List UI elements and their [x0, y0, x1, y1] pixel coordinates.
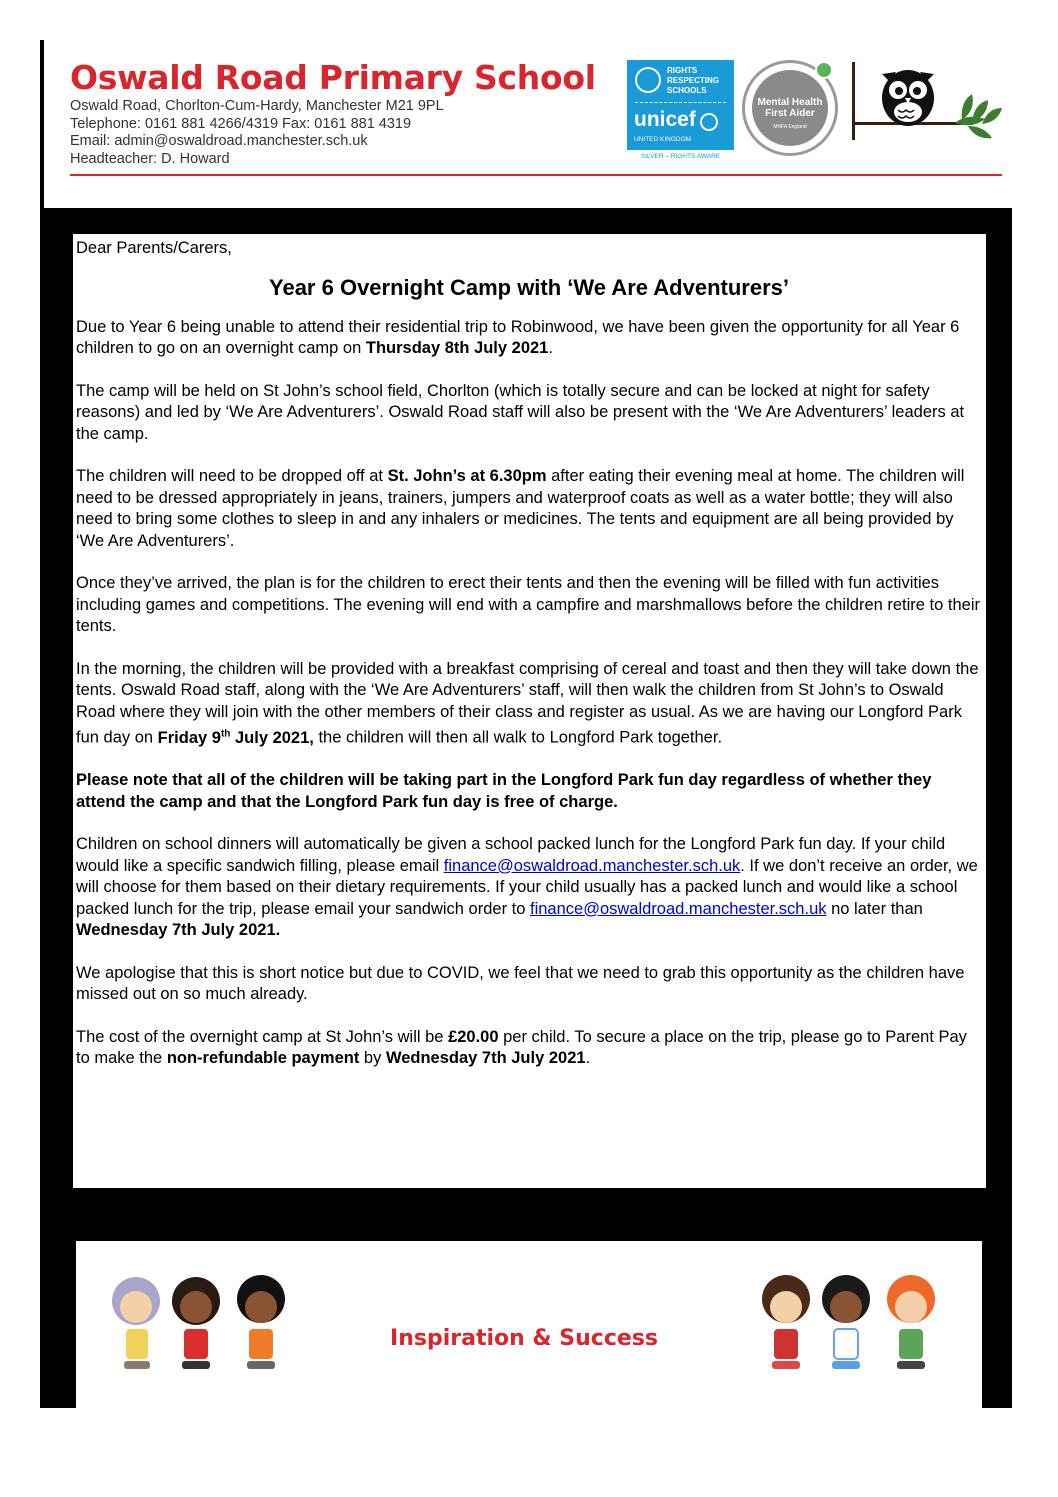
school-telephone: Telephone: 0161 881 4266/4319 Fax: 0161 881 4319 — [70, 115, 412, 132]
paragraph-intro: Due to Year 6 being unable to attend their residential trip to Robinwood, we have been given the opportunity for all Year 6 children to go on an overnight camp on Thursday 8th July 2021. — [76, 317, 960, 357]
paragraph-morning: In the morning, the children will be provided with a breakfast comprising of cereal and toast and then they will take down the tents. Oswald Road staff, along with the ‘We Are Adventurers’ staff, will then walk the children from St John’s to Oswald Road where they will join with the other members of their class and register as usual. As we are having our Longford Park fun day on Friday 9th July 2021, the children will then all walk to Longford Park together. — [76, 659, 979, 747]
school-address: Oswald Road, Chorlton-Cum-Hardy, Manchester M21 9PL — [70, 98, 444, 114]
unicef-wordmark: unicef — [634, 108, 696, 131]
leaf-icon — [815, 61, 833, 79]
footer-banner — [76, 1241, 982, 1408]
headteacher: Headteacher: D. Howard — [70, 150, 230, 167]
badge-divider — [635, 102, 726, 103]
header-divider — [70, 174, 1002, 176]
finance-email-link[interactable]: finance@oswaldroad.manchester.sch.uk — [443, 856, 741, 875]
paragraph-apology: We apologise that this is short notice but due to COVID, we feel that we need to grab this opportunity as the children have missed out on so much already. — [76, 963, 965, 1003]
children-illustration-left — [96, 1261, 316, 1386]
mental-health-first-aider-badge — [742, 60, 838, 156]
unicef-country: UNITED KINGDOM — [634, 136, 692, 143]
paragraph-note: Please note that all of the children will be taking part in the Longford Park fun day regardless of whether they attend the camp and that the Longford Park fun day is free of charge. — [76, 771, 932, 811]
school-name: Oswald Road Primary School — [70, 58, 596, 97]
fun-day-date: Friday 9th July 2021, — [157, 728, 314, 747]
camp-date: Thursday 8th July 2021 — [365, 339, 549, 357]
paragraph-packed-lunch: Children on school dinners will automatically be given a school packed lunch for the Longford Park fun day. If your child would like a specific sandwich filling, please email finance@oswaldroad.manchester.sch.uk. If we don’t receive an order, we will choose for them based on their dietary requirements. If your child usually has a packed lunch and would like a school packed lunch for the trip, please email your sandwich order to finance@oswaldroad.manchester.sch.uk no later than Wednesday 7th July 2021. — [76, 835, 978, 939]
paragraph-evening: Once they’ve arrived, the plan is for the children to erect their tents and then the evening will be filled with fun activities including games and competitions. The evening will end with a campfire and marshmallows before the children retire to their tents. — [76, 574, 980, 635]
mhfa-inner-circle — [752, 70, 828, 146]
school-motto: Inspiration & Success — [390, 1326, 658, 1351]
unicef-level: SILVER – RIGHTS AWARE — [627, 150, 734, 164]
mhfa-title: Mental Health First Aider — [757, 97, 823, 119]
payment-deadline: Wednesday 7th July 2021 — [385, 1049, 586, 1067]
people-globe-icon — [635, 67, 661, 93]
paragraph-cost: The cost of the overnight camp at St John’s will be £20.00 per child. To secure a place on the trip, please go to Parent Pay to make the non-refundable payment by Wednesday 7th July 2021. — [76, 1027, 967, 1067]
order-deadline: Wednesday 7th July 2021. — [76, 921, 281, 939]
paragraph-location: The camp will be held on St John’s school field, Chorlton (which is totally secure and can be locked at night for safety reasons) and led by ‘We Are Adventurers’. Oswald Road staff will also be present with the ‘We Are Adventurers’ leaders at the camp. — [76, 381, 965, 443]
owl-icon — [850, 60, 1006, 144]
salutation: Dear Parents/Carers, — [76, 239, 232, 257]
letterhead — [70, 58, 630, 168]
letter-body — [73, 234, 986, 1188]
payment-type: non-refundable payment — [166, 1049, 360, 1067]
mhfa-sub: MHFA England — [773, 124, 807, 130]
unicef-rrs-label: RIGHTS RESPECTING SCHOOLS — [667, 66, 720, 95]
owl-branch-logo — [850, 60, 1006, 144]
paragraph-dropoff: The children will need to be dropped off at St. John’s at 6.30pm after eating their evening meal at home. The children will need to be dressed appropriately in jeans, trainers, jumpers and waterproof coats as well as a water bottle; they will also need to bring some clothes to sleep in and any inhalers or medicines. The tents and equipment are all being provided by ‘We Are Adventurers’. — [76, 467, 965, 550]
left-margin-rule — [40, 40, 44, 208]
camp-cost: £20.00 — [448, 1027, 499, 1046]
unicef-globe-icon — [700, 113, 718, 131]
dropoff-time: St. John’s at 6.30pm — [387, 467, 547, 485]
children-illustration-right — [746, 1261, 966, 1386]
unicef-rights-respecting-badge — [627, 60, 734, 164]
letter-title: Year 6 Overnight Camp with ‘We Are Adventurers’ — [269, 274, 789, 300]
school-email: Email: admin@oswaldroad.manchester.sch.uk — [70, 133, 368, 149]
finance-email-link-2[interactable]: finance@oswaldroad.manchester.sch.uk — [530, 899, 827, 918]
